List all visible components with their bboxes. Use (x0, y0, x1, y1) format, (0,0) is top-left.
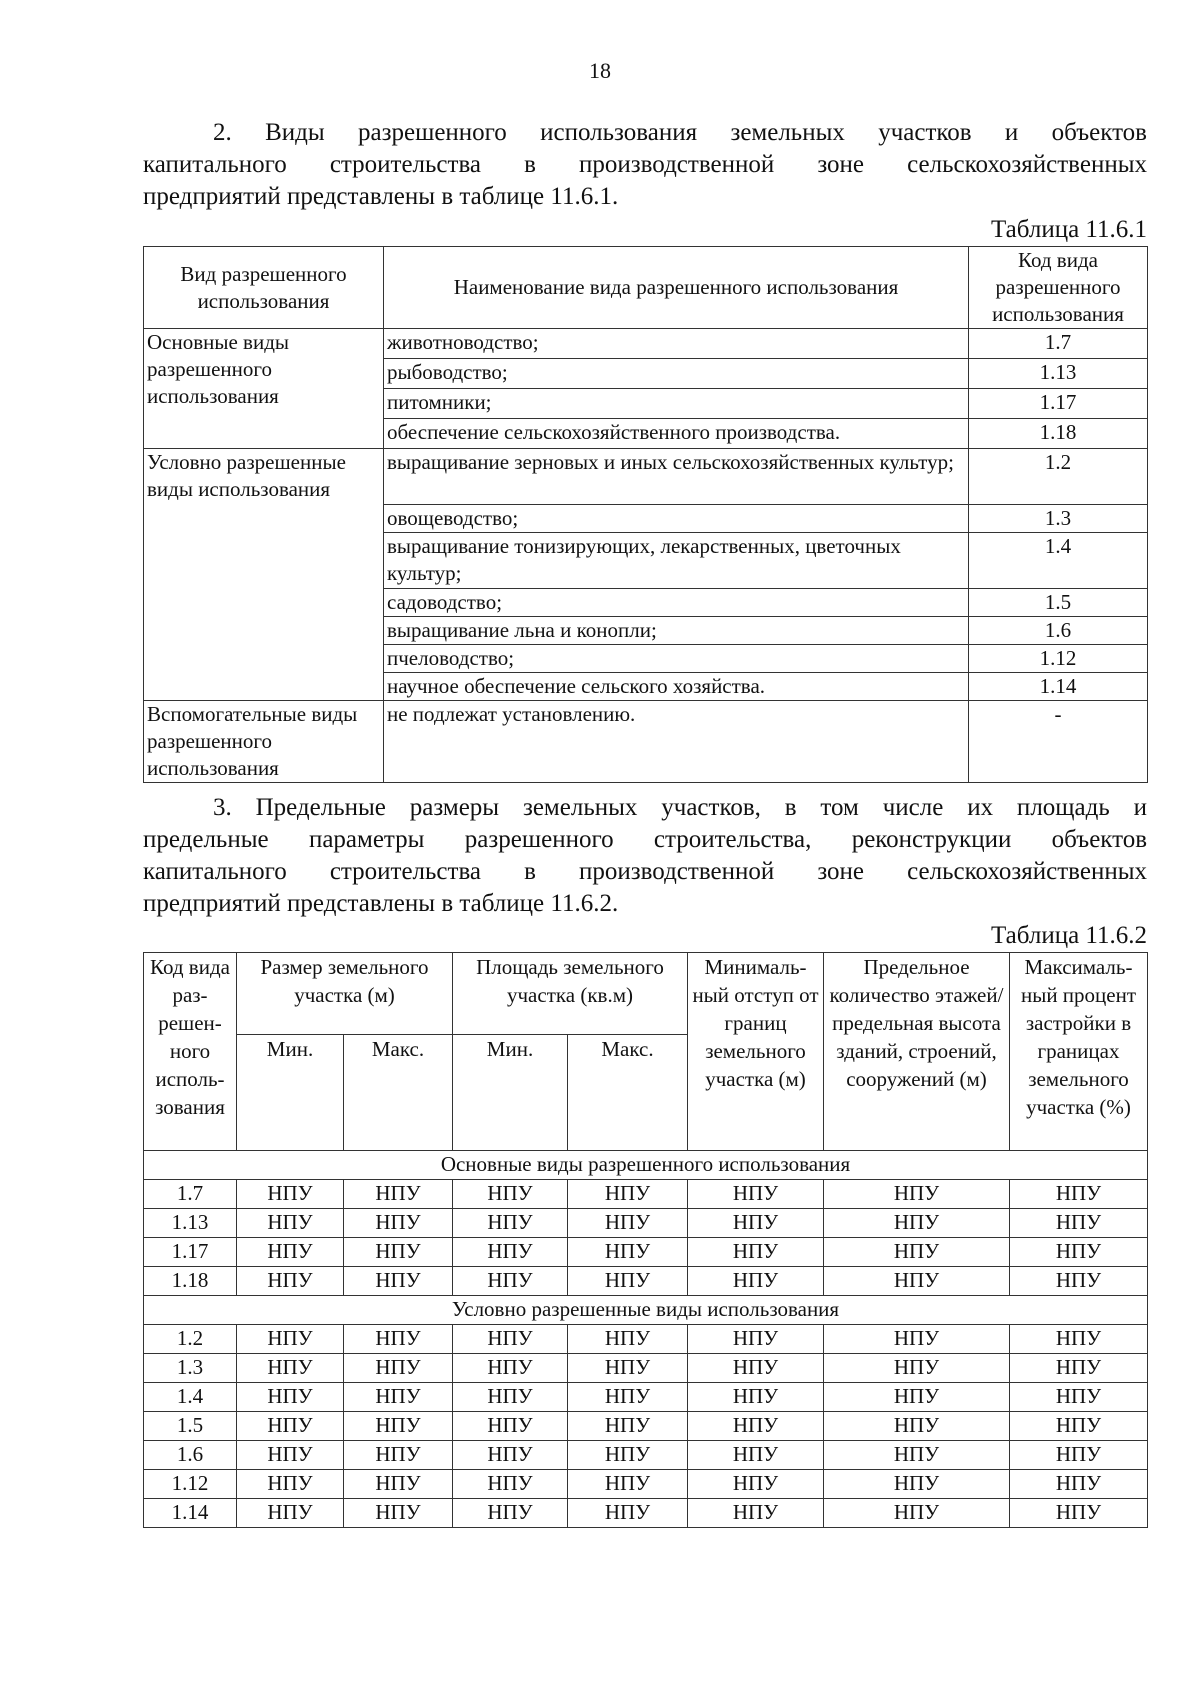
table-1-name-cell: не подлежат установлению. (384, 701, 969, 783)
table-2-section-title: Условно разрешенные виды использования (144, 1296, 1148, 1325)
table-2-value-cell: НПУ (453, 1470, 568, 1499)
table-1-group-label: Вспомогательные виды разрешенного использования (144, 701, 384, 783)
paragraph-line: предприятий представлены в таблице 11.6.2. (143, 890, 619, 917)
table-2-header-size-min: Мин. (237, 1035, 344, 1151)
table-1-code-cell: 1.13 (969, 359, 1148, 389)
table-2-value-cell: НПУ (237, 1180, 344, 1209)
table-2-header-size: Размер земельного участка (м) (237, 953, 453, 1035)
table-2-value-cell: НПУ (1010, 1267, 1148, 1296)
table-2-value-cell: НПУ (237, 1412, 344, 1441)
table-1-code-cell: 1.18 (969, 419, 1148, 449)
paragraph-2 (143, 117, 1147, 213)
table-2-value-cell: НПУ (1010, 1238, 1148, 1267)
table-2-value-cell: НПУ (237, 1499, 344, 1528)
table-2-value-cell: НПУ (688, 1180, 824, 1209)
table-row (144, 1209, 1148, 1238)
table-2-header-size-max: Макс. (344, 1035, 453, 1151)
table-1-code-cell: 1.7 (969, 329, 1148, 359)
table-2-code-cell: 1.13 (144, 1209, 237, 1238)
table-2-value-cell: НПУ (237, 1325, 344, 1354)
table-1-name-cell: животноводство; (384, 329, 969, 359)
table-2-caption: Таблица 11.6.2 (991, 922, 1147, 949)
table-1-code-cell: 1.3 (969, 505, 1148, 533)
table-1-caption: Таблица 11.6.1 (991, 216, 1147, 243)
table-2-body (144, 1151, 1148, 1528)
table-2-value-cell: НПУ (237, 1441, 344, 1470)
table-1-header-name: Наименование вида разрешенного использования (384, 247, 969, 329)
table-2-value-cell: НПУ (568, 1180, 688, 1209)
table-2-code-cell: 1.6 (144, 1441, 237, 1470)
table-2-value-cell: НПУ (237, 1470, 344, 1499)
table-2-value-cell: НПУ (453, 1325, 568, 1354)
table-1-code-cell: - (969, 701, 1148, 783)
table-1-code-cell: 1.14 (969, 673, 1148, 701)
table-2-value-cell: НПУ (1010, 1325, 1148, 1354)
table-2-value-cell: НПУ (453, 1180, 568, 1209)
table-2-value-cell: НПУ (688, 1441, 824, 1470)
paragraph-3 (143, 792, 1147, 920)
table-2-value-cell: НПУ (568, 1238, 688, 1267)
table-row (144, 1412, 1148, 1441)
table-2-value-cell: НПУ (688, 1412, 824, 1441)
table-1-name-cell: обеспечение сельскохозяйственного производства. (384, 419, 969, 449)
table-2-code-cell: 1.2 (144, 1325, 237, 1354)
table-2-value-cell: НПУ (344, 1470, 453, 1499)
table-2-value-cell: НПУ (688, 1383, 824, 1412)
table-2-code-cell: 1.14 (144, 1499, 237, 1528)
page-number: 18 (589, 58, 611, 83)
table-1-code-cell: 1.17 (969, 389, 1148, 419)
table-2-value-cell: НПУ (568, 1412, 688, 1441)
table-1-code-cell: 1.2 (969, 449, 1148, 505)
table-2-value-cell: НПУ (453, 1354, 568, 1383)
table-2-value-cell: НПУ (688, 1267, 824, 1296)
table-2-value-cell: НПУ (568, 1267, 688, 1296)
table-2-value-cell: НПУ (824, 1383, 1010, 1412)
table-2 (143, 952, 1148, 1528)
table-1-name-cell: питомники; (384, 389, 969, 419)
table-1-name-cell: садоводство; (384, 589, 969, 617)
table-2-header-setback: Минималь-ный отступ от границ земельного участка (м) (688, 953, 824, 1151)
table-1 (143, 246, 1148, 783)
table-2-value-cell: НПУ (344, 1441, 453, 1470)
table-row (144, 1383, 1148, 1412)
paragraph-line: капитального строительства в производственной зоне сельскохозяйственных (143, 151, 1147, 178)
table-2-value-cell: НПУ (824, 1238, 1010, 1267)
table-2-value-cell: НПУ (568, 1354, 688, 1383)
table-2-value-cell: НПУ (824, 1412, 1010, 1441)
table-2-code-cell: 1.17 (144, 1238, 237, 1267)
table-1-code-cell: 1.4 (969, 533, 1148, 589)
table-2-header-area-min: Мин. (453, 1035, 568, 1151)
table-2-value-cell: НПУ (453, 1441, 568, 1470)
table-1-code-cell: 1.5 (969, 589, 1148, 617)
table-1-name-cell: научное обеспечение сельского хозяйства. (384, 673, 969, 701)
table-2-value-cell: НПУ (568, 1325, 688, 1354)
table-1-group-label: Основные виды разрешенного использования (144, 329, 384, 449)
table-2-value-cell: НПУ (237, 1238, 344, 1267)
table-2-value-cell: НПУ (344, 1325, 453, 1354)
table-1-name-cell: рыбоводство; (384, 359, 969, 389)
table-row (144, 1354, 1148, 1383)
table-1-code-cell: 1.6 (969, 617, 1148, 645)
table-2-value-cell: НПУ (453, 1238, 568, 1267)
paragraph-line: 3. Предельные размеры земельных участков, в том числе их площадь и (213, 794, 1147, 821)
table-2-value-cell: НПУ (344, 1180, 453, 1209)
table-2-value-cell: НПУ (344, 1209, 453, 1238)
table-2-value-cell: НПУ (824, 1354, 1010, 1383)
paragraph-line: 2. Виды разрешенного использования земельных участков и объектов (213, 119, 1147, 146)
table-2-value-cell: НПУ (568, 1470, 688, 1499)
table-2-value-cell: НПУ (568, 1441, 688, 1470)
table-2-value-cell: НПУ (237, 1267, 344, 1296)
table-2-code-cell: 1.18 (144, 1267, 237, 1296)
table-row (144, 1441, 1148, 1470)
paragraph-line: предприятий представлены в таблице 11.6.1. (143, 183, 619, 210)
table-1-name-cell: пчеловодство; (384, 645, 969, 673)
table-2-value-cell: НПУ (688, 1499, 824, 1528)
table-2-value-cell: НПУ (824, 1180, 1010, 1209)
table-2-value-cell: НПУ (1010, 1441, 1148, 1470)
table-1-name-cell: выращивание льна и конопли; (384, 617, 969, 645)
table-2-value-cell: НПУ (1010, 1383, 1148, 1412)
table-2-value-cell: НПУ (1010, 1412, 1148, 1441)
table-2-value-cell: НПУ (453, 1267, 568, 1296)
table-2-code-cell: 1.3 (144, 1354, 237, 1383)
table-2-value-cell: НПУ (453, 1412, 568, 1441)
table-2-value-cell: НПУ (344, 1383, 453, 1412)
table-2-value-cell: НПУ (1010, 1180, 1148, 1209)
table-2-value-cell: НПУ (824, 1470, 1010, 1499)
table-2-header-floors: Предельное количество этажей/ предельная высота зданий, строений, сооружений (м) (824, 953, 1010, 1151)
table-row (144, 1470, 1148, 1499)
table-2-value-cell: НПУ (344, 1267, 453, 1296)
table-2-header-area-max: Макс. (568, 1035, 688, 1151)
table-2-header-area: Площадь земельного участка (кв.м) (453, 953, 688, 1035)
table-2-value-cell: НПУ (453, 1383, 568, 1412)
table-1-header-code: Код вида разрешенного использования (969, 247, 1148, 329)
table-2-section-title: Основные виды разрешенного использования (144, 1151, 1148, 1180)
table-2-value-cell: НПУ (344, 1412, 453, 1441)
table-2-value-cell: НПУ (824, 1441, 1010, 1470)
paragraph-line: предельные параметры разрешенного строительства, реконструкции объектов (143, 826, 1147, 853)
table-2-value-cell: НПУ (688, 1209, 824, 1238)
table-2-value-cell: НПУ (1010, 1354, 1148, 1383)
table-row (144, 1499, 1148, 1528)
table-2-value-cell: НПУ (1010, 1470, 1148, 1499)
table-2-value-cell: НПУ (824, 1325, 1010, 1354)
table-2-code-cell: 1.7 (144, 1180, 237, 1209)
table-row (144, 1325, 1148, 1354)
table-2-value-cell: НПУ (688, 1470, 824, 1499)
table-2-value-cell: НПУ (344, 1354, 453, 1383)
table-2-value-cell: НПУ (568, 1499, 688, 1528)
table-2-code-cell: 1.5 (144, 1412, 237, 1441)
table-2-value-cell: НПУ (237, 1354, 344, 1383)
table-2-code-cell: 1.4 (144, 1383, 237, 1412)
table-2-value-cell: НПУ (824, 1209, 1010, 1238)
table-2-header-code: Код вида раз-решен-ного исполь-зования (144, 953, 237, 1151)
table-2-value-cell: НПУ (453, 1209, 568, 1238)
table-2-value-cell: НПУ (344, 1238, 453, 1267)
table-2-value-cell: НПУ (688, 1354, 824, 1383)
table-2-value-cell: НПУ (688, 1238, 824, 1267)
table-2-value-cell: НПУ (568, 1383, 688, 1412)
table-1-name-cell: выращивание тонизирующих, лекарственных, цветочных культур; (384, 533, 969, 589)
table-row (144, 1180, 1148, 1209)
table-1-group-label: Условно разрешенные виды использования (144, 449, 384, 701)
table-2-value-cell: НПУ (824, 1267, 1010, 1296)
table-2-value-cell: НПУ (688, 1325, 824, 1354)
table-2-value-cell: НПУ (1010, 1209, 1148, 1238)
table-1-name-cell: выращивание зерновых и иных сельскохозяйственных культур; (384, 449, 969, 505)
table-row (144, 1238, 1148, 1267)
table-2-value-cell: НПУ (568, 1209, 688, 1238)
table-1-name-cell: овощеводство; (384, 505, 969, 533)
table-2-value-cell: НПУ (237, 1383, 344, 1412)
table-2-value-cell: НПУ (453, 1499, 568, 1528)
table-2-value-cell: НПУ (237, 1209, 344, 1238)
table-1-code-cell: 1.12 (969, 645, 1148, 673)
paragraph-line: капитального строительства в производственной зоне сельскохозяйственных (143, 858, 1147, 885)
table-2-value-cell: НПУ (824, 1499, 1010, 1528)
table-2-value-cell: НПУ (344, 1499, 453, 1528)
table-2-header-coverage: Максималь-ный процент застройки в границах земельного участка (%) (1010, 953, 1148, 1151)
table-2-value-cell: НПУ (1010, 1499, 1148, 1528)
table-2-code-cell: 1.12 (144, 1470, 237, 1499)
table-row (144, 1267, 1148, 1296)
table-1-header-kind: Вид разрешенного использования (144, 247, 384, 329)
